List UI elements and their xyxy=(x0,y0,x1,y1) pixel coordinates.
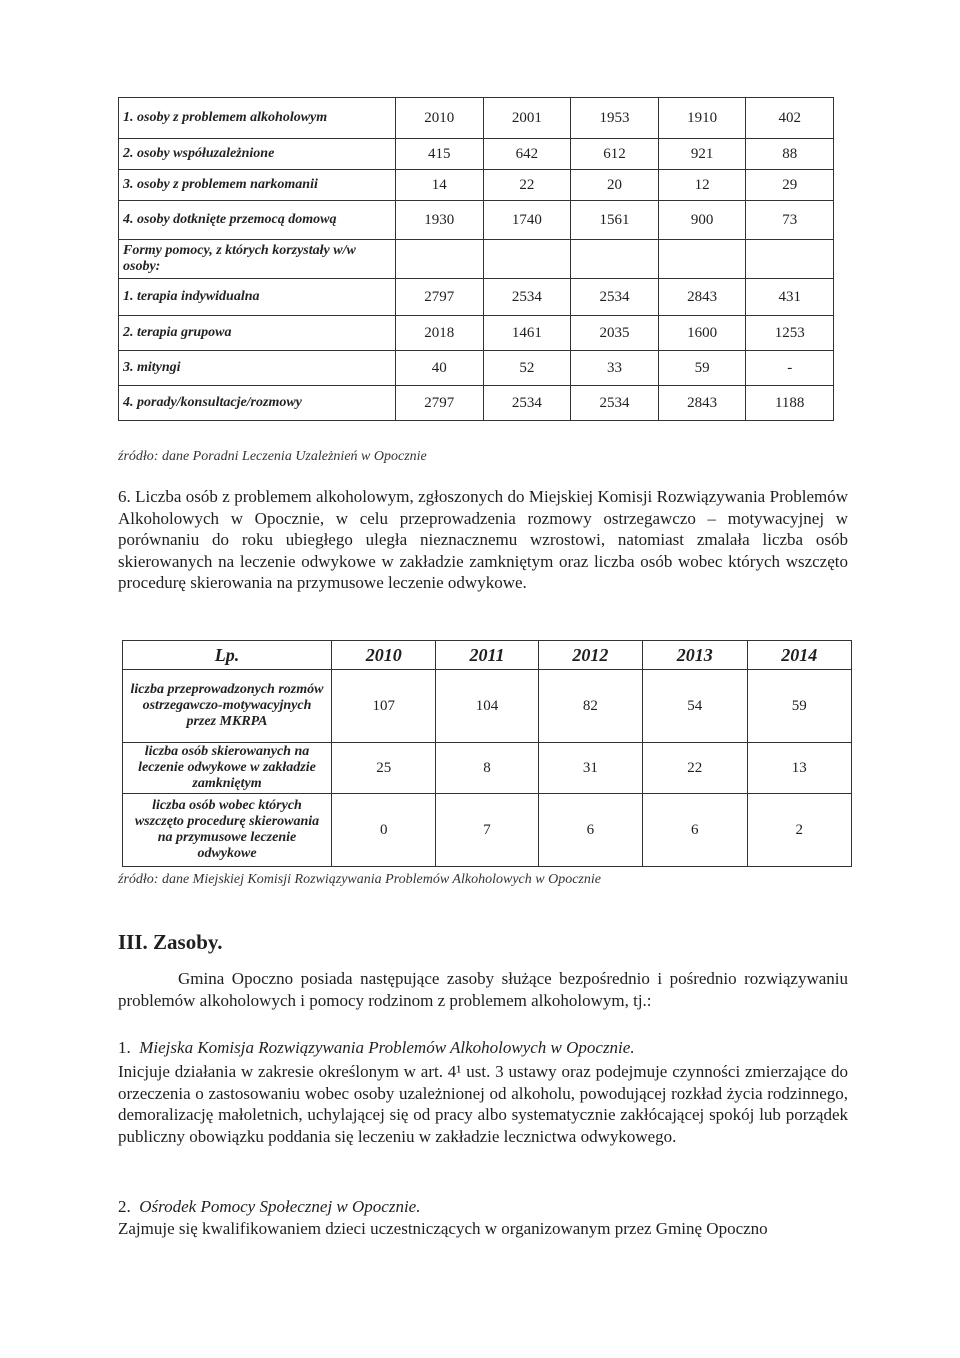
table-row xyxy=(123,794,852,867)
cell-value: 1910 xyxy=(658,98,746,139)
table-row xyxy=(119,279,834,316)
cell-value: 40 xyxy=(396,351,484,386)
cell-value: 1561 xyxy=(571,201,659,240)
item2-heading xyxy=(118,1197,420,1217)
cell-value xyxy=(396,240,484,279)
cell-value: 82 xyxy=(538,670,642,743)
row-label: 2. terapia grupowa xyxy=(119,316,396,351)
cell-value: 6 xyxy=(538,794,642,867)
table1-source-note: źródło: dane Poradni Leczenia Uzależnień w Opocznie xyxy=(118,449,427,464)
cell-value: 0 xyxy=(332,794,436,867)
cell-value: 642 xyxy=(483,139,571,170)
cell-value xyxy=(746,240,834,279)
section-heading: III. Zasoby. xyxy=(118,930,223,954)
cell-value: 7 xyxy=(436,794,538,867)
cell-value: 6 xyxy=(643,794,747,867)
cell-value: 2 xyxy=(747,794,851,867)
cell-value: 107 xyxy=(332,670,436,743)
cell-value: 2035 xyxy=(571,316,659,351)
item2-number: 2. xyxy=(118,1197,131,1216)
item1-number: 1. xyxy=(118,1038,131,1057)
table-row xyxy=(119,316,834,351)
cell-value: 2797 xyxy=(396,279,484,316)
header-cell: 2012 xyxy=(538,641,642,670)
row-label: 3. mityngi xyxy=(119,351,396,386)
cell-value: 88 xyxy=(746,139,834,170)
cell-value: 1740 xyxy=(483,201,571,240)
table-row xyxy=(119,201,834,240)
cell-value xyxy=(658,240,746,279)
cell-value: 2018 xyxy=(396,316,484,351)
header-cell: 2010 xyxy=(332,641,436,670)
row-label: 4. porady/konsultacje/rozmowy xyxy=(119,386,396,421)
cell-value: 31 xyxy=(538,743,642,794)
cell-value: 14 xyxy=(396,170,484,201)
cell-value: 1600 xyxy=(658,316,746,351)
cell-value xyxy=(571,240,659,279)
header-cell: 2013 xyxy=(643,641,747,670)
table-row xyxy=(119,351,834,386)
row-label: Formy pomocy, z których korzystały w/w osoby: xyxy=(119,240,396,279)
cell-value: 2534 xyxy=(483,386,571,421)
cell-value: 1188 xyxy=(746,386,834,421)
row-label: 2. osoby współuzależnione xyxy=(119,139,396,170)
cell-value: - xyxy=(746,351,834,386)
row-label: 3. osoby z problemem narkomanii xyxy=(119,170,396,201)
cell-value: 29 xyxy=(746,170,834,201)
table-row xyxy=(123,670,852,743)
table-row xyxy=(123,743,852,794)
cell-value: 73 xyxy=(746,201,834,240)
cell-value: 612 xyxy=(571,139,659,170)
cell-value: 2534 xyxy=(571,386,659,421)
row-label: liczba osób wobec których wszczęto procedurę skierowania na przymusowe leczenie odwykowe xyxy=(123,794,332,867)
cell-value: 2534 xyxy=(571,279,659,316)
table-header-row xyxy=(123,641,852,670)
cell-value: 12 xyxy=(658,170,746,201)
table-row xyxy=(119,139,834,170)
cell-value: 2843 xyxy=(658,279,746,316)
cell-value: 2534 xyxy=(483,279,571,316)
item2-title: Ośrodek Pomocy Społecznej w Opocznie. xyxy=(139,1197,421,1216)
cell-value: 22 xyxy=(483,170,571,201)
row-label: 4. osoby dotknięte przemocą domową xyxy=(119,201,396,240)
table2-source-note: źródło: dane Miejskiej Komisji Rozwiązywania Problemów Alkoholowych w Opocznie xyxy=(118,872,601,887)
cell-value: 22 xyxy=(643,743,747,794)
section-intro: Gmina Opoczno posiada następujące zasoby służące bezpośrednio i pośrednio rozwiązywaniu problemów alkoholowych i pomocy rodzinom z problemem alkoholowym, tj.: xyxy=(118,969,848,1010)
row-label: liczba przeprowadzonych rozmów ostrzegawczo-motywacyjnych przez MKRPA xyxy=(123,670,332,743)
cell-value: 104 xyxy=(436,670,538,743)
cell-value: 8 xyxy=(436,743,538,794)
cell-value: 415 xyxy=(396,139,484,170)
cell-value: 54 xyxy=(643,670,747,743)
cell-value: 1461 xyxy=(483,316,571,351)
table-row xyxy=(119,170,834,201)
cell-value: 402 xyxy=(746,98,834,139)
paragraph-6: 6. Liczba osób z problemem alkoholowym, zgłoszonych do Miejskiej Komisji Rozwiązywania Problemów Alkoholowych w Opocznie, w celu przeprowadzenia rozmowy ostrzegawczo – motywacyjnej w porównaniu do roku ubiegłego uległa nieznacznemu wzrostowi, natomiast zmalała liczba osób skierowanych na leczenie odwykowe w zakładzie zamkniętym oraz liczba osób wobec których wszczęto procedurę skierowania na przymusowe leczenie odwykowe. xyxy=(118,487,848,592)
row-label: 1. terapia indywidualna xyxy=(119,279,396,316)
mkrpa-table xyxy=(122,640,852,867)
cell-value: 900 xyxy=(658,201,746,240)
table-row xyxy=(119,98,834,139)
cell-value: 2001 xyxy=(483,98,571,139)
row-label: 1. osoby z problemem alkoholowym xyxy=(119,98,396,139)
cell-value: 20 xyxy=(571,170,659,201)
help-forms-table xyxy=(118,97,834,421)
header-cell: 2011 xyxy=(436,641,538,670)
cell-value: 13 xyxy=(747,743,851,794)
item1-body: Inicjuje działania w zakresie określonym w art. 4¹ ust. 3 ustawy oraz podejmuje czynności zmierzające do orzeczenia o zastosowaniu wobec osoby uzależnionej od alkoholu, powodującej rozkład życia rodzinnego, demoralizację małoletnich, uchylającej się od pracy albo systematycznie zakłócającej spokój lub porządek publiczny obowiązku poddania się leczeniu w zakładzie lecznictwa odwykowego. xyxy=(118,1062,848,1146)
cell-value: 2843 xyxy=(658,386,746,421)
cell-value: 1953 xyxy=(571,98,659,139)
cell-value: 52 xyxy=(483,351,571,386)
table-row xyxy=(119,240,834,279)
cell-value: 59 xyxy=(658,351,746,386)
cell-value: 33 xyxy=(571,351,659,386)
item1-heading xyxy=(118,1038,635,1058)
cell-value: 2797 xyxy=(396,386,484,421)
cell-value: 1930 xyxy=(396,201,484,240)
cell-value: 2010 xyxy=(396,98,484,139)
cell-value: 431 xyxy=(746,279,834,316)
cell-value: 921 xyxy=(658,139,746,170)
row-label: liczba osób skierowanych na leczenie odwykowe w zakładzie zamkniętym xyxy=(123,743,332,794)
header-cell: Lp. xyxy=(123,641,332,670)
item1-title: Miejska Komisja Rozwiązywania Problemów Alkoholowych w Opocznie. xyxy=(139,1038,635,1057)
table-row xyxy=(119,386,834,421)
item2-body: Zajmuje się kwalifikowaniem dzieci uczestniczących w organizowanym przez Gminę Opoczno xyxy=(118,1219,768,1238)
cell-value: 1253 xyxy=(746,316,834,351)
cell-value xyxy=(483,240,571,279)
cell-value: 25 xyxy=(332,743,436,794)
cell-value: 59 xyxy=(747,670,851,743)
header-cell: 2014 xyxy=(747,641,851,670)
